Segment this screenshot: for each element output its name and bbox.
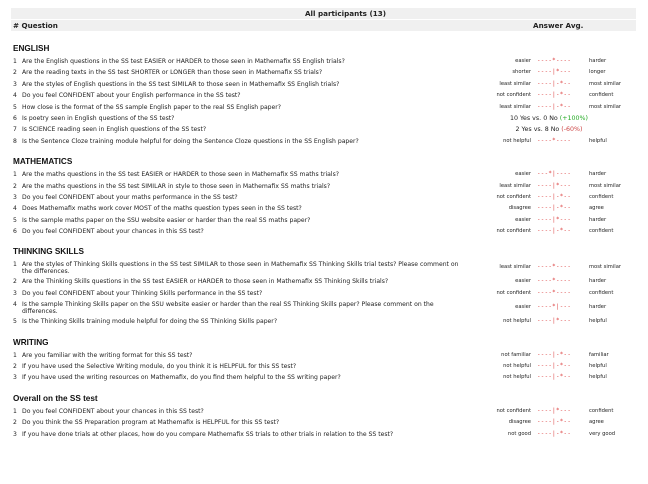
question-row: [11, 361, 636, 372]
question-number: 4: [13, 205, 17, 213]
question-number: 2: [13, 69, 17, 77]
scale-left-label: shorter: [512, 69, 531, 76]
question-text: Is the sample maths paper on the SSU website easier or harder than the real SS maths paper?: [22, 216, 311, 224]
scale-right-label: helpful: [589, 374, 607, 381]
question-row: [11, 102, 636, 113]
question-number: 5: [13, 318, 17, 326]
question-text: Is the Sentence Cloze training module helpful for doing the Sentence Cloze questions in the SS English paper?: [22, 137, 359, 145]
answer-scale: ----|-*--: [537, 363, 572, 370]
scale-right-label: most similar: [589, 80, 622, 87]
sections-container: [11, 44, 636, 440]
yes-no-percent: (-60%): [561, 126, 583, 134]
question-row: [11, 299, 636, 316]
answer-scale: ----|-*--: [537, 205, 572, 212]
question-text: Do you think the SS Preparation program at Mathemafix is HELPFUL for this SS test?: [22, 419, 280, 427]
question-row: [11, 192, 636, 203]
question-text: Do you feel CONFIDENT about your English performance in the SS test?: [22, 92, 241, 100]
scale-right-label: helpful: [589, 137, 607, 144]
question-text: Is the sample Thinking Skills paper on the SSU website easier or harder than the real SS Thinking Skills paper? Please comment on the differences.: [22, 300, 434, 315]
question-row: [11, 124, 636, 135]
question-row: [11, 372, 636, 383]
answer-scale: ----|*---: [537, 407, 572, 414]
yes-no-percent: (+100%): [559, 114, 588, 122]
scale-right-label: harder: [589, 58, 607, 64]
scale-left-label: easier: [515, 216, 531, 223]
question-row: [11, 350, 636, 361]
question-row: [11, 288, 636, 299]
question-number: 1: [13, 171, 17, 179]
question-row: [11, 113, 636, 124]
question-row: [11, 169, 636, 180]
question-row: [11, 429, 636, 440]
question-number: 2: [13, 182, 17, 190]
scale-right-label: longer: [589, 69, 606, 76]
answer-scale: ----|*---: [537, 318, 572, 325]
yes-no-result: [481, 113, 617, 124]
question-number: 2: [13, 278, 17, 286]
answer-scale: ----*----: [537, 278, 572, 285]
question-row: [11, 90, 636, 101]
question-row: [11, 316, 636, 327]
question-text: Does Mathemafix maths work cover MOST of the maths question types seen in the SS test?: [22, 205, 302, 213]
question-number: 1: [13, 260, 17, 268]
scale-left-label: not helpful: [503, 318, 531, 325]
scale-right-label: helpful: [589, 363, 607, 370]
scale-right-label: agree: [589, 205, 604, 212]
question-number: 8: [13, 137, 17, 145]
scale-right-label: agree: [589, 419, 604, 426]
survey-results: [11, 8, 636, 440]
question-number: 3: [13, 193, 17, 201]
scale-right-label: confident: [589, 289, 614, 296]
scale-left-label: not helpful: [503, 374, 531, 381]
question-row: [11, 226, 636, 237]
answer-scale: ----*|---: [537, 304, 572, 311]
scale-left-label: easier: [515, 278, 531, 285]
scale-left-label: easier: [515, 58, 531, 64]
answer-scale: ----|-*--: [537, 419, 572, 426]
scale-left-label: not confident: [496, 407, 531, 414]
question-text: Do you feel CONFIDENT about your chances in this SS test?: [22, 407, 204, 415]
question-row: [11, 406, 636, 417]
section-title: WRITING: [13, 337, 49, 347]
answer-scale: ----*----: [537, 264, 572, 271]
question-number: 3: [13, 80, 17, 88]
scale-left-label: not confident: [496, 228, 531, 235]
scale-right-label: confident: [589, 193, 614, 200]
question-row: [11, 276, 636, 287]
question-number: 7: [13, 126, 17, 134]
scale-right-label: most similar: [589, 182, 622, 189]
question-text: Are the English questions in the SS test EASIER or HARDER to those seen in Mathemafix SS English trials?: [22, 58, 345, 65]
column-header: [11, 20, 636, 31]
answer-scale: ----|-*--: [537, 103, 572, 110]
question-row: [11, 417, 636, 428]
question-number: 3: [13, 289, 17, 297]
scale-left-label: disagree: [508, 205, 531, 212]
question-text: Are you familiar with the writing format for this SS test?: [22, 351, 193, 359]
answer-scale: ----|-*--: [537, 80, 572, 87]
scale-right-label: most similar: [589, 103, 622, 110]
question-text: If you have used the writing resources on Mathemafix, do you find them helpful to the SS writing paper?: [22, 374, 341, 382]
section-title: ENGLISH: [13, 44, 50, 53]
scale-left-label: least similar: [499, 103, 531, 110]
question-row: [11, 67, 636, 78]
yes-no-result: [481, 124, 617, 135]
question-row: [11, 203, 636, 214]
scale-left-label: least similar: [499, 264, 531, 271]
question-text: Do you feel CONFIDENT about your maths performance in the SS test?: [22, 193, 238, 201]
question-row: [11, 56, 636, 67]
yes-no-count: 10 Yes vs. 0 No: [510, 114, 558, 122]
question-number: 5: [13, 216, 17, 224]
question-text: Is the Thinking Skills training module helpful for doing the SS Thinking Skills paper?: [22, 318, 278, 326]
scale-right-label: most similar: [589, 264, 622, 271]
question-text: Are the reading texts in the SS test SHORTER or LONGER than those seen in Mathemafix SS trials?: [22, 69, 323, 77]
scale-right-label: familiar: [589, 351, 609, 358]
answer-scale: ----|*---: [537, 216, 572, 223]
scale-right-label: harder: [589, 304, 607, 311]
answer-scale: ----*----: [537, 289, 572, 296]
question-text: Is SCIENCE reading seen in English questions of the SS test?: [22, 126, 207, 134]
question-number: 1: [13, 351, 17, 359]
question-row: [11, 215, 636, 226]
question-number: 4: [13, 92, 17, 100]
question-text: Are the Thinking Skills questions in the SS test EASIER or HARDER to those seen in Mathemafix SS Thinking Skills trials?: [22, 278, 389, 286]
question-row: [11, 136, 636, 147]
scale-right-label: harder: [589, 278, 607, 285]
question-column-header: # Question: [13, 21, 58, 30]
question-text: Do you feel CONFIDENT about your chances in this SS test?: [22, 228, 204, 236]
question-text: Do you feel CONFIDENT about your Thinking Skills performance in the SS test?: [22, 289, 263, 297]
question-number: 6: [13, 228, 17, 236]
question-number: 4: [13, 300, 17, 308]
answer-scale: ----|-*--: [537, 430, 572, 437]
answer-scale: ----|-*--: [537, 193, 572, 200]
scale-left-label: disagree: [508, 419, 531, 426]
scale-left-label: not familiar: [501, 351, 531, 358]
question-number: 5: [13, 103, 17, 111]
question-text: If you have used the Selective Writing module, do you think it is HELPFUL for this SS test?: [22, 363, 297, 371]
answer-scale: ---*|----: [537, 171, 572, 178]
scale-right-label: confident: [589, 92, 614, 99]
scale-left-label: not confident: [496, 193, 531, 200]
question-number: 1: [13, 407, 17, 415]
scale-right-label: confident: [589, 228, 614, 235]
answer-scale: ----*----: [537, 58, 572, 64]
scale-right-label: harder: [589, 216, 607, 223]
scale-left-label: not confident: [496, 289, 531, 296]
question-text: Are the maths questions in the SS test EASIER or HARDER to those seen in Mathemafix SS maths trials?: [22, 171, 339, 179]
scale-left-label: easier: [515, 171, 531, 178]
question-row: [11, 181, 636, 192]
scale-left-label: easier: [515, 304, 531, 311]
answer-scale: ----|*---: [537, 69, 572, 76]
section-title: MATHEMATICS: [13, 157, 73, 167]
question-text: If you have done trials at other places, how do you compare Mathemafix SS trials to other trials in relation to the SS test?: [22, 430, 394, 438]
question-text: Is poetry seen in English questions of the SS test?: [22, 114, 175, 122]
scale-left-label: not good: [507, 430, 531, 437]
scale-right-label: helpful: [589, 318, 607, 325]
answer-scale: ----|-*--: [537, 374, 572, 381]
scale-left-label: not helpful: [503, 363, 531, 370]
answer-scale: ----|-*--: [537, 228, 572, 235]
question-row: [11, 259, 636, 276]
question-number: 2: [13, 363, 17, 371]
page-title: All participants (13): [11, 8, 636, 19]
question-text: Are the styles of Thinking Skills questions in the SS test SIMILAR to those seen in Mathemafix SS Thinking Skills trial tests? Please comment on the differences.: [22, 260, 459, 275]
answer-scale: ----*----: [537, 137, 572, 144]
question-number: 3: [13, 374, 17, 382]
scale-left-label: least similar: [499, 182, 531, 189]
question-text: How close is the format of the SS sample English paper to the real SS English paper?: [22, 103, 282, 111]
scale-left-label: least similar: [499, 80, 531, 87]
scale-left-label: not helpful: [503, 137, 531, 144]
scale-right-label: very good: [589, 430, 616, 437]
question-row: [11, 79, 636, 90]
scale-right-label: confident: [589, 407, 614, 414]
question-text: Are the styles of English questions in the SS test SIMILAR to those seen in Mathemafix SS English trials?: [22, 80, 340, 88]
answer-column-header: Answer Avg.: [533, 21, 584, 30]
question-text: Are the maths questions in the SS test SIMILAR in style to those seen in Mathemafix SS maths trials?: [22, 182, 331, 190]
scale-left-label: not confident: [496, 92, 531, 99]
question-number: 1: [13, 58, 17, 65]
section-title: THINKING SKILLS: [13, 247, 84, 257]
answer-scale: ----|-*--: [537, 351, 572, 358]
yes-no-count: 2 Yes vs. 8 No: [515, 126, 560, 134]
question-number: 2: [13, 419, 17, 427]
answer-scale: ----|-*--: [537, 92, 572, 99]
scale-right-label: harder: [589, 171, 607, 178]
section-title: Overall on the SS test: [13, 393, 98, 403]
question-number: 3: [13, 430, 17, 438]
answer-scale: ----|*---: [537, 182, 572, 189]
question-number: 6: [13, 114, 17, 122]
